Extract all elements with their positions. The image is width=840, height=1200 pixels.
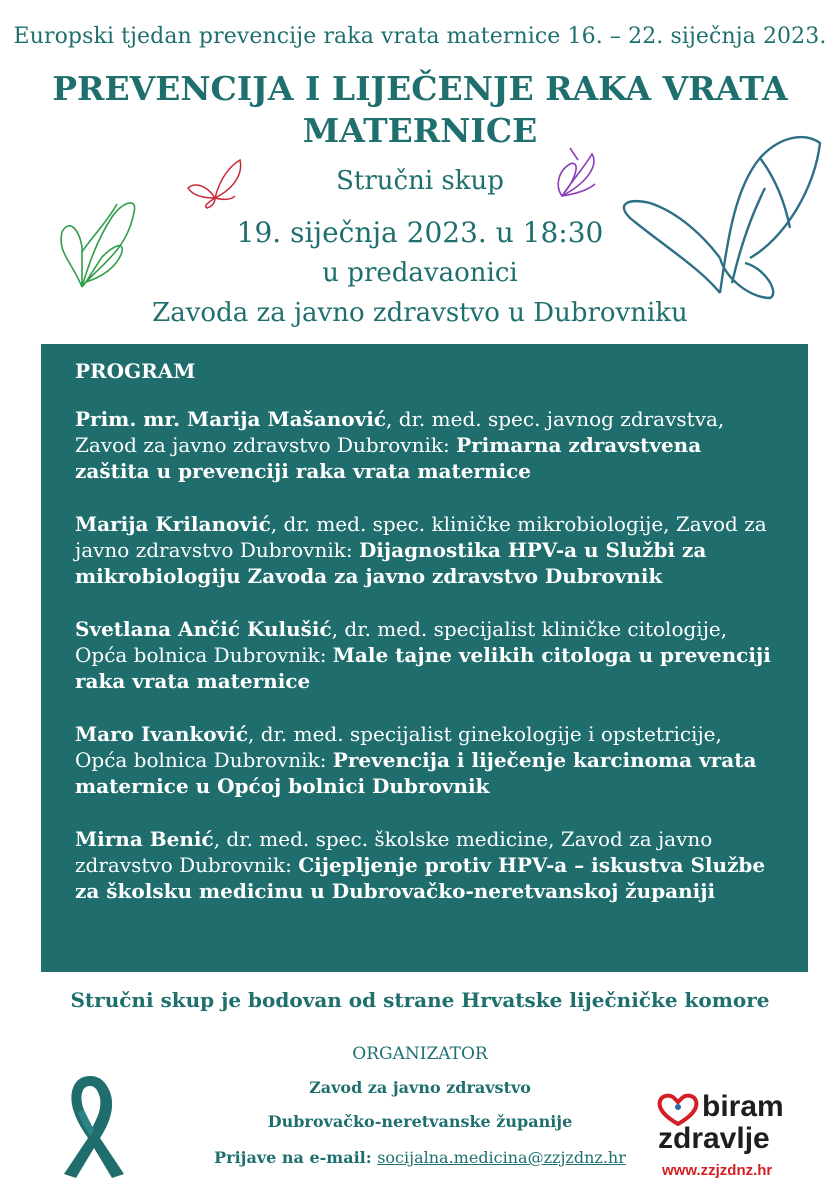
logo-word-zdravlje: zdravlje bbox=[658, 1122, 770, 1155]
page-title: PREVENCIJA I LIJEČENJE RAKA VRATA MATERNICE bbox=[52, 69, 788, 150]
awareness-ribbon-icon bbox=[50, 1070, 130, 1180]
speaker-details: , dr. med. specijalist kliničke citologije, Opća bolnica Dubrovnik: bbox=[75, 617, 728, 667]
speaker-details: , dr. med. specijalist ginekologije i opstetricije, Opća bolnica Dubrovnik: bbox=[75, 722, 722, 772]
venue-line-2: Zavoda za javno zdravstvo u Dubrovniku bbox=[152, 298, 688, 328]
program-item bbox=[75, 406, 774, 484]
organizer-name-line-2: Dubrovačko-neretvanske županije bbox=[267, 1112, 573, 1131]
lecture-topic: Male tajne velikih citologa u prevenciji raka vrata maternice bbox=[75, 643, 771, 693]
speaker-name: Maro Ivanković bbox=[75, 722, 249, 746]
butterfly-teal-icon bbox=[610, 128, 825, 303]
lecture-topic: Primarna zdravstvena zaštita u prevenciji raka vrata maternice bbox=[75, 433, 702, 483]
program-item bbox=[75, 721, 774, 799]
logo-url: www.zzjzdnz.hr bbox=[662, 1162, 773, 1179]
butterfly-red-icon bbox=[185, 158, 245, 210]
organizer-label: ORGANIZATOR bbox=[352, 1044, 488, 1064]
biram-zdravlje-logo bbox=[652, 1090, 812, 1185]
speaker-name: Prim. mr. Marija Mašanović bbox=[75, 407, 387, 431]
program-item bbox=[75, 616, 774, 694]
program-heading: PROGRAM bbox=[75, 359, 196, 383]
logo-word-biram: biram bbox=[702, 1090, 784, 1123]
organizer-name-line-1: Zavod za javno zdravstvo bbox=[309, 1078, 531, 1097]
butterfly-purple-icon bbox=[550, 146, 600, 202]
lecture-topic: Prevencija i liječenje karcinoma vrata maternice u Općoj bolnici Dubrovnik bbox=[75, 748, 757, 798]
accreditation-note: Stručni skup je bodovan od strane Hrvatske liječničke komore bbox=[70, 988, 770, 1012]
logo-heart-icon bbox=[656, 1092, 700, 1126]
butterfly-green-icon bbox=[52, 192, 142, 292]
lecture-topic: Dijagnostika HPV-a u Službi za mikrobiologiju Zavoda za javno zdravstvo Dubrovnik bbox=[75, 538, 707, 588]
speaker-name: Svetlana Ančić Kulušić bbox=[75, 617, 332, 641]
program-box bbox=[41, 344, 808, 972]
speaker-details: , dr. med. spec. javnog zdravstva, Zavod za javno zdravstvo Dubrovnik: bbox=[75, 407, 725, 457]
speaker-name: Marija Krilanović bbox=[75, 512, 271, 536]
speaker-name: Mirna Benić bbox=[75, 827, 214, 851]
venue-line-1: u predavaonici bbox=[322, 258, 518, 288]
program-item bbox=[75, 826, 774, 904]
event-subtitle: Stručni skup bbox=[336, 166, 504, 196]
speaker-details: , dr. med. spec. kliničke mikrobiologije, Zavod za javno zdravstvo Dubrovnik: bbox=[75, 512, 767, 562]
lecture-topic: Cijepljenje protiv HPV-a – iskustva Službe za školsku medicinu u Dubrovačko-neretvanskoj županiji bbox=[75, 853, 766, 903]
program-item bbox=[75, 511, 774, 589]
registration-label: Prijave na e-mail: bbox=[214, 1148, 378, 1167]
event-date-time: 19. siječnja 2023. u 18:30 bbox=[236, 216, 604, 249]
registration-email-link[interactable]: socijalna.medicina@zzjzdnz.hr bbox=[377, 1148, 626, 1167]
event-week-line: Europski tjedan prevencije raka vrata maternice 16. – 22. siječnja 2023. bbox=[13, 24, 827, 49]
speaker-details: , dr. med. spec. školske medicine, Zavod za javno zdravstvo Dubrovnik: bbox=[75, 827, 713, 877]
